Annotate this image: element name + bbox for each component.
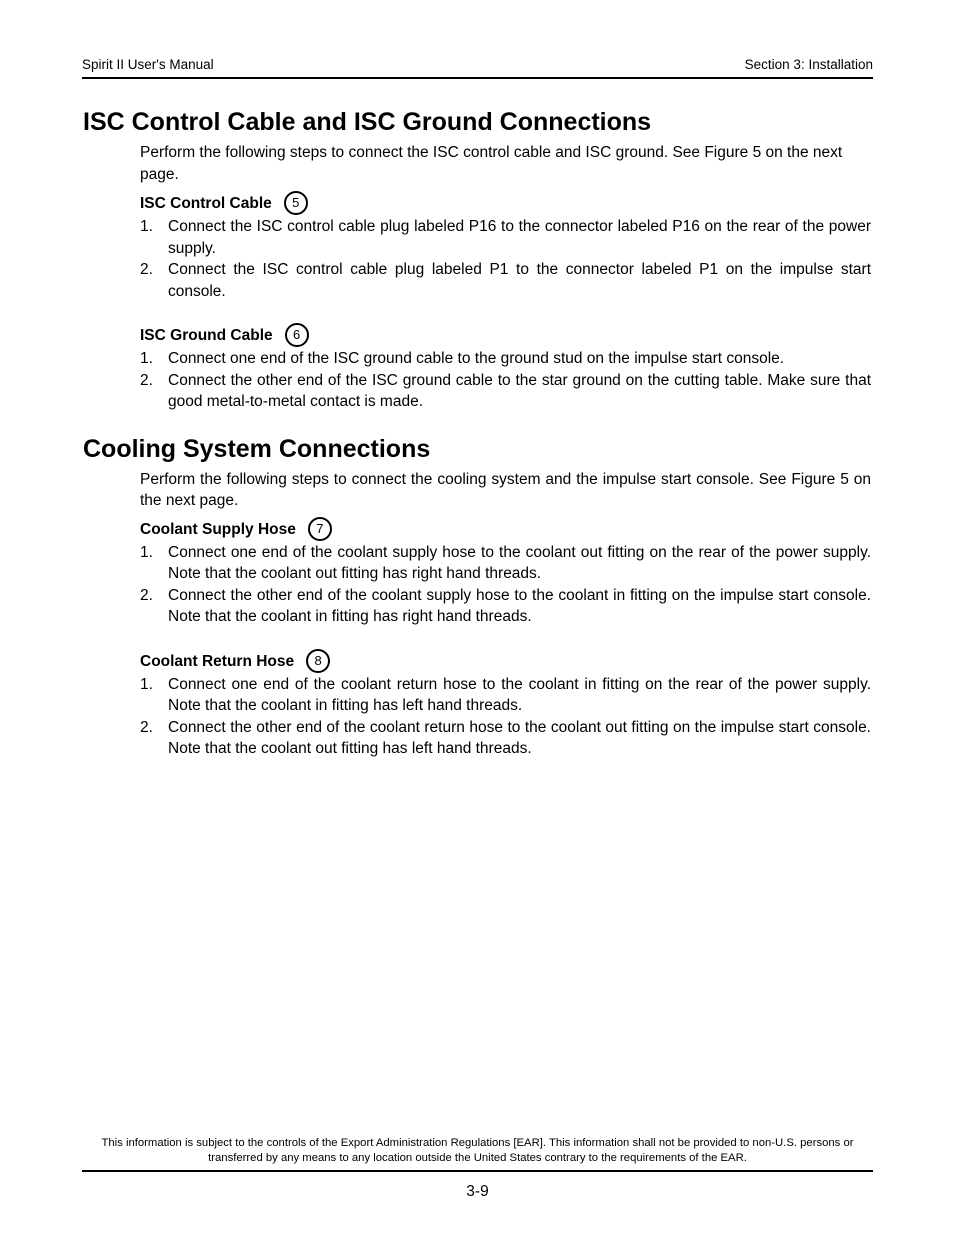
callout-badge-8: 8 <box>306 649 330 673</box>
page-number: 3-9 <box>466 1183 489 1200</box>
step-number: 1. <box>140 675 153 693</box>
list-item <box>140 348 871 370</box>
step-text: Connect the ISC control cable plug labeled P1 to the connector labeled P1 on the impulse start console. <box>168 261 871 300</box>
step-text: Connect one end of the ISC ground cable to the ground stud on the impulse start console. <box>168 350 785 367</box>
list-item <box>140 259 871 302</box>
list-item <box>140 717 871 760</box>
step-list <box>140 542 871 628</box>
step-text: Connect the ISC control cable plug labeled P16 to the connector labeled P16 on the rear of the power supply. <box>168 218 871 257</box>
step-number: 1. <box>140 218 153 235</box>
step-number: 2. <box>140 586 153 604</box>
list-item <box>140 674 871 717</box>
export-control-notice: This information is subject to the controls of the Export Administration Regulations [EAR]. This information shall not be provided to non-U.S. persons or transferred by any means to any location outside the United States contrary to the requirements of the EAR. <box>101 1137 854 1164</box>
callout-badge-7: 7 <box>308 517 332 541</box>
footer-divider <box>82 1170 873 1172</box>
callout-badge-6: 6 <box>285 323 309 347</box>
step-number: 2. <box>140 371 153 389</box>
subhead-label: ISC Ground Cable <box>140 327 273 344</box>
page-content <box>83 79 871 760</box>
subhead-coolant-supply-hose <box>140 518 871 542</box>
step-text: Connect the other end of the coolant return hose to the coolant out fitting on the impulse start console. Note that the coolant out fitting has left hand threads. <box>168 718 871 757</box>
step-list <box>140 216 871 302</box>
subhead-isc-control-cable <box>140 192 871 216</box>
subhead-label: Coolant Return Hose <box>140 652 295 670</box>
page-footer <box>82 1136 873 1203</box>
page-header <box>82 56 873 79</box>
callout-badge-5: 5 <box>284 191 308 215</box>
subhead-isc-ground-cable <box>140 324 871 348</box>
header-left-title: Spirit II User's Manual <box>82 57 214 72</box>
step-number: 2. <box>140 718 153 736</box>
subhead-coolant-return-hose <box>140 650 871 674</box>
header-right-section: Section 3: Installation <box>744 57 873 72</box>
list-item <box>140 585 871 628</box>
section-title-cooling-system: Cooling System Connections <box>83 434 431 463</box>
list-item <box>140 370 871 413</box>
step-text: Connect one end of the coolant return hose to the coolant in fitting on the rear of the power supply. Note that the coolant in fitting has left hand threads. <box>168 675 871 714</box>
step-text: Connect one end of the coolant supply hose to the coolant out fitting on the rear of the power supply. Note that the coolant out fitting has right hand threads. <box>168 543 871 582</box>
section-intro: Perform the following steps to connect the ISC control cable and ISC ground. See Figure 5 on the next page. <box>140 144 843 183</box>
step-number: 2. <box>140 261 153 278</box>
section-intro: Perform the following steps to connect the cooling system and the impulse start console. See Figure 5 on the next page. <box>140 470 871 509</box>
subhead-label: ISC Control Cable <box>140 195 272 212</box>
list-item <box>140 216 871 259</box>
subhead-label: Coolant Supply Hose <box>140 520 296 538</box>
step-list <box>140 674 871 760</box>
step-number: 1. <box>140 350 153 367</box>
step-list <box>140 348 871 413</box>
step-text: Connect the other end of the coolant supply hose to the coolant in fitting on the impulse start console. Note that the coolant in fitting has right hand threads. <box>168 586 871 625</box>
step-number: 1. <box>140 543 153 561</box>
list-item <box>140 542 871 585</box>
section-title-isc-connections: ISC Control Cable and ISC Ground Connections <box>83 108 652 136</box>
step-text: Connect the other end of the ISC ground cable to the star ground on the cutting table. Make sure that good metal-to-metal contact is made. <box>168 371 871 410</box>
